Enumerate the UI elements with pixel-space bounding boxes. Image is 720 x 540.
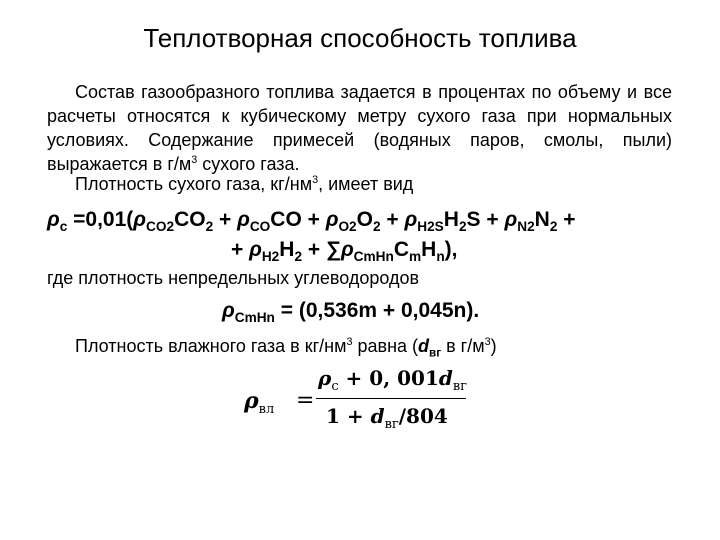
formula-numerator: $\rho_с + 0$, $001d_{вг}$ bbox=[318, 366, 467, 394]
formula-dry-gas-density: $\rho_с =0,01(\rho_{CO2}CO_2 + \rho_{CO}CO + \rho_{O2}O_2 + \rho_{H2S}H_2S + \rho_{N2}N_2$ + + $\rho_{H2}H_2 + \sum\rho_{CmHn}C_mH_n$), bbox=[47, 208, 576, 265]
slide-title: Теплотворная способность топлива bbox=[143, 23, 577, 53]
formula-lhs: $\rho_{вл}$ bbox=[244, 388, 275, 417]
paragraph-dry-gas-density: Плотность сухого газа, $кг/нм^3$, имеет вид bbox=[75, 174, 414, 194]
paragraph-wet-gas-density: Плотность влажного газа в $кг/нм^3$ равна ($d_{вг}$ в $г/м^3$) bbox=[75, 336, 497, 360]
formula-hydrocarbon-density: $\rho_{CmHn} = (0,536m + 0,045n)$. bbox=[222, 299, 480, 326]
paragraph-composition: Состав газообразного топлива задается в процентах по объему и все расчеты относятся к кубическому метру сухого газа при нормальных условиях. Содержание примесей (водяных паров, смолы, пыли) выражается в $г/м^3$ сухого газа. bbox=[47, 82, 672, 174]
formula-equals: = bbox=[296, 388, 315, 413]
paragraph-unsaturated-hydrocarbons: где плотность непредельных углеводородов bbox=[47, 268, 420, 288]
fraction-bar bbox=[316, 398, 466, 399]
formula-denominator: $1 + d_{вг}/804$ bbox=[326, 404, 448, 432]
